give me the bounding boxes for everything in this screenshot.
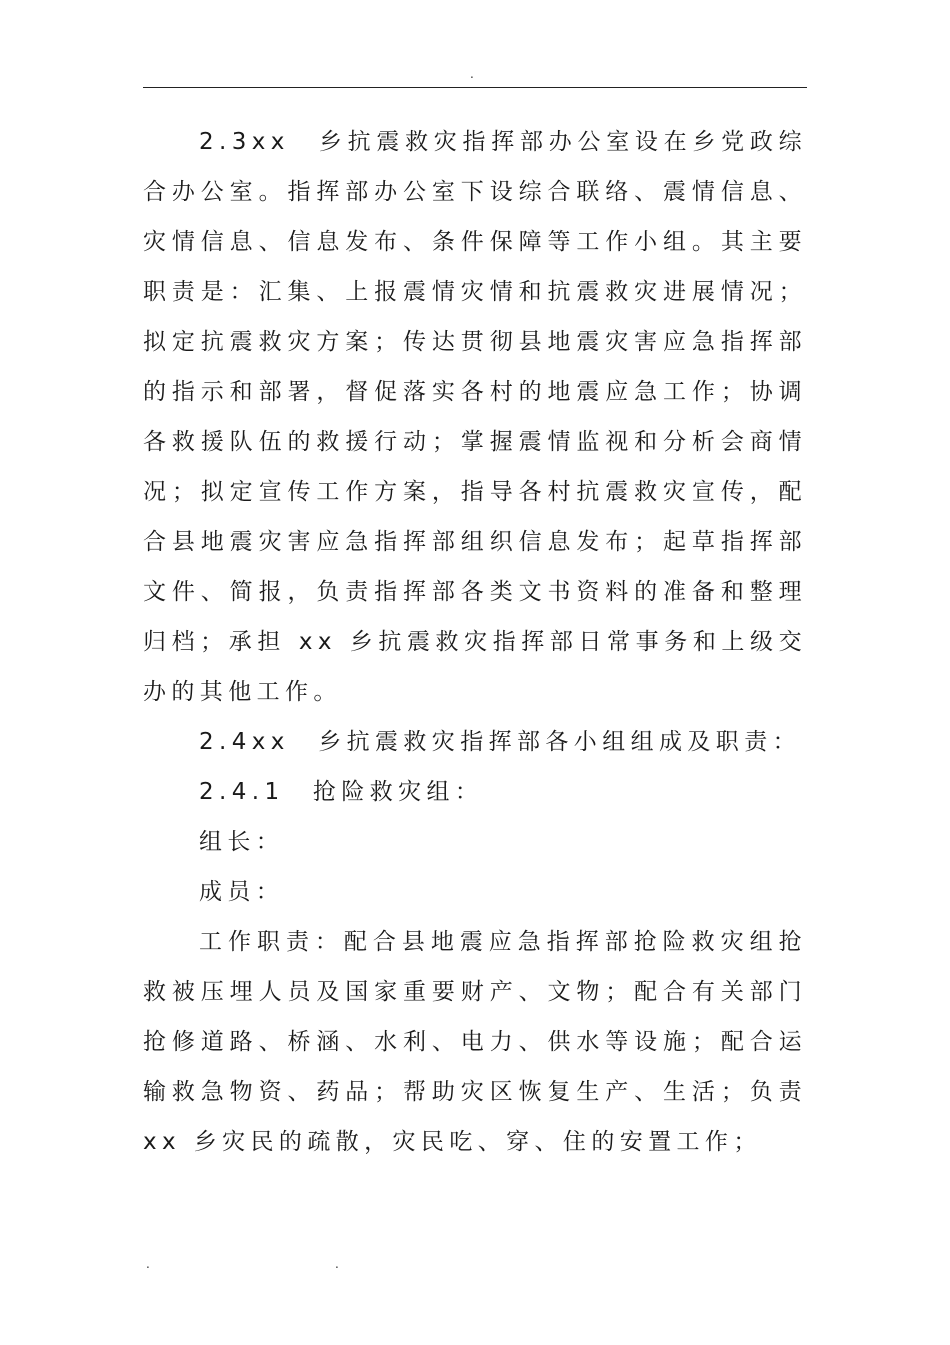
paragraph-groups-heading: 2.4xx 乡抗震救灾指挥部各小组组成及职责： — [199, 729, 802, 755]
header-mark: . — [470, 67, 474, 81]
footer-mark-right: . — [335, 1257, 339, 1271]
paragraph-office-duties: 2.3xx 乡抗震救灾指挥部办公室设在乡党政综合办公室。指挥部办公室下设综合联络、震情信息、灾情信息、信息发布、条件保障等工作小组。其主要职责是：汇集、上报震情灾情和抗震救灾进展情况；拟定抗震救灾方案；传达贯彻县地震灾害应急指挥部的指示和部署，督促落实各村的地震应急工作；协调各救援队伍的救援行动；掌握震情监视和分析会商情况；拟定宣传工作方案，指导各村抗震救灾宣传，配合县地震灾害应急指挥部组织信息发布；起草指挥部文件、简报，负责指挥部各类文书资料的准备和整理归档；承担 xx 乡抗震救灾指挥部日常事务和上级交办的其他工作。 — [143, 129, 807, 705]
paragraph-group-leader: 组长： — [199, 829, 285, 855]
document-body — [143, 117, 807, 1167]
header-rule — [143, 87, 807, 88]
footer-mark-left: . — [146, 1257, 150, 1271]
paragraph-rescue-group-heading: 2.4.1 抢险救灾组： — [199, 779, 484, 805]
paragraph-rescue-duties: 工作职责：配合县地震应急指挥部抢险救灾组抢救被压埋人员及国家重要财产、文物；配合有关部门抢修道路、桥涵、水利、电力、供水等设施；配合运输救急物资、药品；帮助灾区恢复生产、生活；负责 xx 乡灾民的疏散，灾民吃、穿、住的安置工作； — [143, 929, 807, 1155]
paragraph-group-members: 成员： — [199, 879, 285, 905]
